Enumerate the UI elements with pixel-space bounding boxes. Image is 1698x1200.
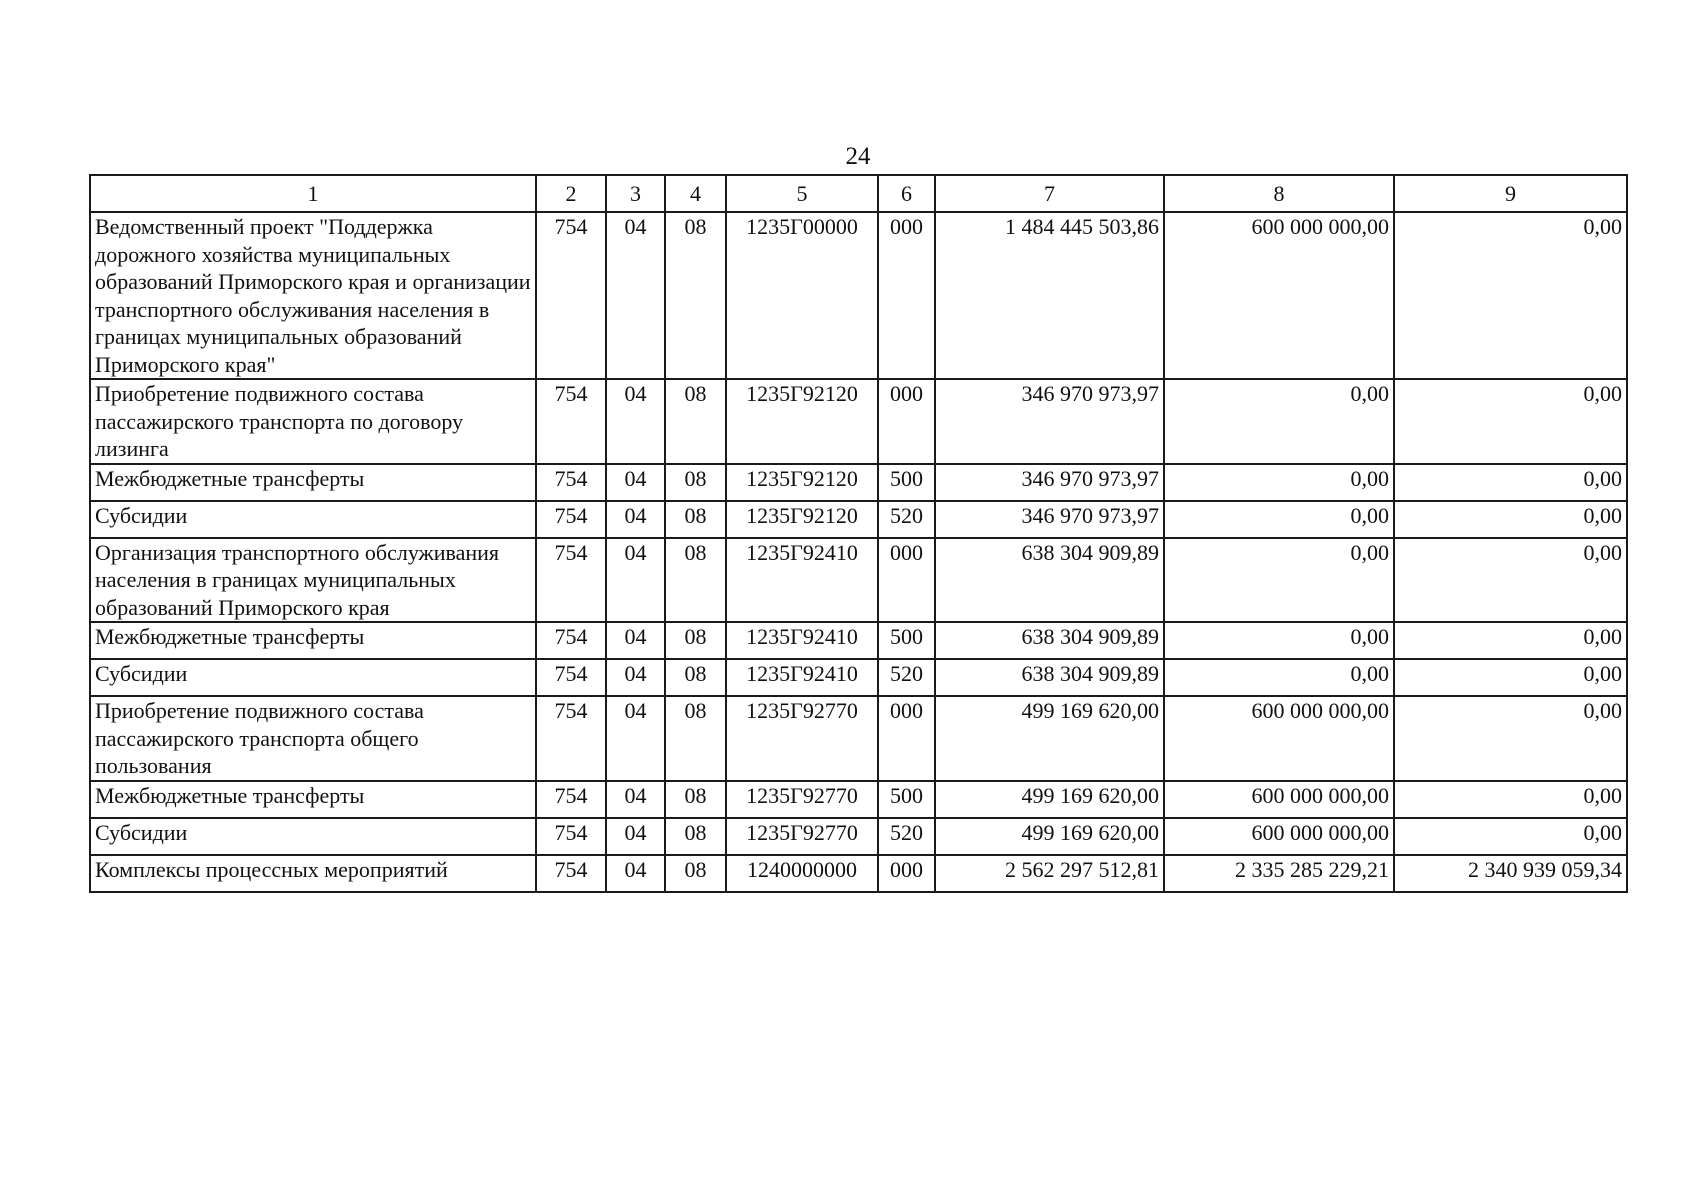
col-7-amount: 638 304 909,89 xyxy=(935,538,1164,623)
col-5-code: 1235Г00000 xyxy=(726,212,878,379)
col-8-amount: 600 000 000,00 xyxy=(1164,818,1394,855)
row-name: Межбюджетные трансферты xyxy=(90,464,536,501)
col-2-code: 754 xyxy=(536,501,606,538)
col-8-amount: 0,00 xyxy=(1164,464,1394,501)
table-row xyxy=(90,538,1627,623)
col-4-code: 08 xyxy=(665,781,726,818)
row-name: Межбюджетные трансферты xyxy=(90,622,536,659)
header-cell: 2 xyxy=(536,175,606,212)
col-5-code: 1235Г92120 xyxy=(726,379,878,464)
row-name: Межбюджетные трансферты xyxy=(90,781,536,818)
row-name: Комплексы процессных мероприятий xyxy=(90,855,536,892)
col-9-amount: 0,00 xyxy=(1394,379,1627,464)
col-9-amount: 0,00 xyxy=(1394,781,1627,818)
col-7-amount: 499 169 620,00 xyxy=(935,781,1164,818)
col-2-code: 754 xyxy=(536,379,606,464)
col-9-amount: 0,00 xyxy=(1394,818,1627,855)
page-number: 24 xyxy=(845,143,871,170)
header-cell: 3 xyxy=(606,175,665,212)
table-row xyxy=(90,781,1627,818)
table-row xyxy=(90,379,1627,464)
header-cell: 9 xyxy=(1394,175,1627,212)
col-3-code: 04 xyxy=(606,818,665,855)
header-cell: 5 xyxy=(726,175,878,212)
col-5-code: 1240000000 xyxy=(726,855,878,892)
col-8-amount: 0,00 xyxy=(1164,659,1394,696)
table-row xyxy=(90,818,1627,855)
row-name: Субсидии xyxy=(90,818,536,855)
col-4-code: 08 xyxy=(665,855,726,892)
col-5-code: 1235Г92410 xyxy=(726,538,878,623)
col-6-code: 000 xyxy=(878,855,935,892)
col-4-code: 08 xyxy=(665,212,726,379)
col-4-code: 08 xyxy=(665,696,726,781)
col-5-code: 1235Г92770 xyxy=(726,818,878,855)
col-3-code: 04 xyxy=(606,379,665,464)
row-name: Субсидии xyxy=(90,501,536,538)
col-3-code: 04 xyxy=(606,659,665,696)
col-5-code: 1235Г92770 xyxy=(726,781,878,818)
col-9-amount: 0,00 xyxy=(1394,501,1627,538)
col-4-code: 08 xyxy=(665,379,726,464)
col-7-amount: 638 304 909,89 xyxy=(935,622,1164,659)
col-2-code: 754 xyxy=(536,622,606,659)
header-cell: 6 xyxy=(878,175,935,212)
col-6-code: 000 xyxy=(878,379,935,464)
col-5-code: 1235Г92770 xyxy=(726,696,878,781)
col-6-code: 000 xyxy=(878,696,935,781)
table-row xyxy=(90,464,1627,501)
col-2-code: 754 xyxy=(536,659,606,696)
col-9-amount: 0,00 xyxy=(1394,659,1627,696)
table-row xyxy=(90,212,1627,379)
col-6-code: 500 xyxy=(878,622,935,659)
header-cell: 4 xyxy=(665,175,726,212)
row-name: Организация транспортного обслуживания населения в границах муниципальных образований Приморского края xyxy=(90,538,536,623)
col-6-code: 000 xyxy=(878,212,935,379)
col-3-code: 04 xyxy=(606,538,665,623)
col-6-code: 520 xyxy=(878,659,935,696)
col-8-amount: 600 000 000,00 xyxy=(1164,696,1394,781)
header-row xyxy=(90,175,1627,212)
table-row xyxy=(90,696,1627,781)
col-3-code: 04 xyxy=(606,781,665,818)
col-9-amount: 0,00 xyxy=(1394,538,1627,623)
col-2-code: 754 xyxy=(536,818,606,855)
budget-table xyxy=(89,174,1628,893)
col-8-amount: 600 000 000,00 xyxy=(1164,212,1394,379)
col-9-amount: 0,00 xyxy=(1394,622,1627,659)
col-7-amount: 638 304 909,89 xyxy=(935,659,1164,696)
col-3-code: 04 xyxy=(606,855,665,892)
col-2-code: 754 xyxy=(536,696,606,781)
col-3-code: 04 xyxy=(606,464,665,501)
col-2-code: 754 xyxy=(536,212,606,379)
col-3-code: 04 xyxy=(606,696,665,781)
row-name: Приобретение подвижного состава пассажирского транспорта общего пользования xyxy=(90,696,536,781)
col-8-amount: 0,00 xyxy=(1164,622,1394,659)
table-row xyxy=(90,501,1627,538)
col-2-code: 754 xyxy=(536,464,606,501)
col-6-code: 520 xyxy=(878,501,935,538)
header-cell: 8 xyxy=(1164,175,1394,212)
row-name: Ведомственный проект "Поддержка дорожного хозяйства муниципальных образований Приморского края и организации транспортного обслуживания населения в границах муниципальных образований Приморского края" xyxy=(90,212,536,379)
row-name: Субсидии xyxy=(90,659,536,696)
table-row xyxy=(90,659,1627,696)
table-row xyxy=(90,622,1627,659)
header-cell: 1 xyxy=(90,175,536,212)
col-9-amount: 0,00 xyxy=(1394,696,1627,781)
col-2-code: 754 xyxy=(536,538,606,623)
col-9-amount: 0,00 xyxy=(1394,464,1627,501)
col-7-amount: 1 484 445 503,86 xyxy=(935,212,1164,379)
col-5-code: 1235Г92410 xyxy=(726,659,878,696)
col-4-code: 08 xyxy=(665,501,726,538)
col-8-amount: 2 335 285 229,21 xyxy=(1164,855,1394,892)
col-9-amount: 2 340 939 059,34 xyxy=(1394,855,1627,892)
col-6-code: 520 xyxy=(878,818,935,855)
col-4-code: 08 xyxy=(665,538,726,623)
col-4-code: 08 xyxy=(665,464,726,501)
col-3-code: 04 xyxy=(606,622,665,659)
col-9-amount: 0,00 xyxy=(1394,212,1627,379)
col-4-code: 08 xyxy=(665,622,726,659)
col-7-amount: 2 562 297 512,81 xyxy=(935,855,1164,892)
col-4-code: 08 xyxy=(665,659,726,696)
col-7-amount: 346 970 973,97 xyxy=(935,379,1164,464)
col-3-code: 04 xyxy=(606,501,665,538)
col-7-amount: 499 169 620,00 xyxy=(935,696,1164,781)
col-4-code: 08 xyxy=(665,818,726,855)
col-8-amount: 0,00 xyxy=(1164,538,1394,623)
col-2-code: 754 xyxy=(536,855,606,892)
col-7-amount: 346 970 973,97 xyxy=(935,501,1164,538)
col-2-code: 754 xyxy=(536,781,606,818)
col-7-amount: 346 970 973,97 xyxy=(935,464,1164,501)
col-5-code: 1235Г92120 xyxy=(726,464,878,501)
col-7-amount: 499 169 620,00 xyxy=(935,818,1164,855)
col-8-amount: 600 000 000,00 xyxy=(1164,781,1394,818)
col-6-code: 000 xyxy=(878,538,935,623)
header-cell: 7 xyxy=(935,175,1164,212)
col-6-code: 500 xyxy=(878,781,935,818)
col-8-amount: 0,00 xyxy=(1164,501,1394,538)
col-5-code: 1235Г92410 xyxy=(726,622,878,659)
table-row xyxy=(90,855,1627,892)
col-6-code: 500 xyxy=(878,464,935,501)
col-8-amount: 0,00 xyxy=(1164,379,1394,464)
col-5-code: 1235Г92120 xyxy=(726,501,878,538)
col-3-code: 04 xyxy=(606,212,665,379)
row-name: Приобретение подвижного состава пассажирского транспорта по договору лизинга xyxy=(90,379,536,464)
